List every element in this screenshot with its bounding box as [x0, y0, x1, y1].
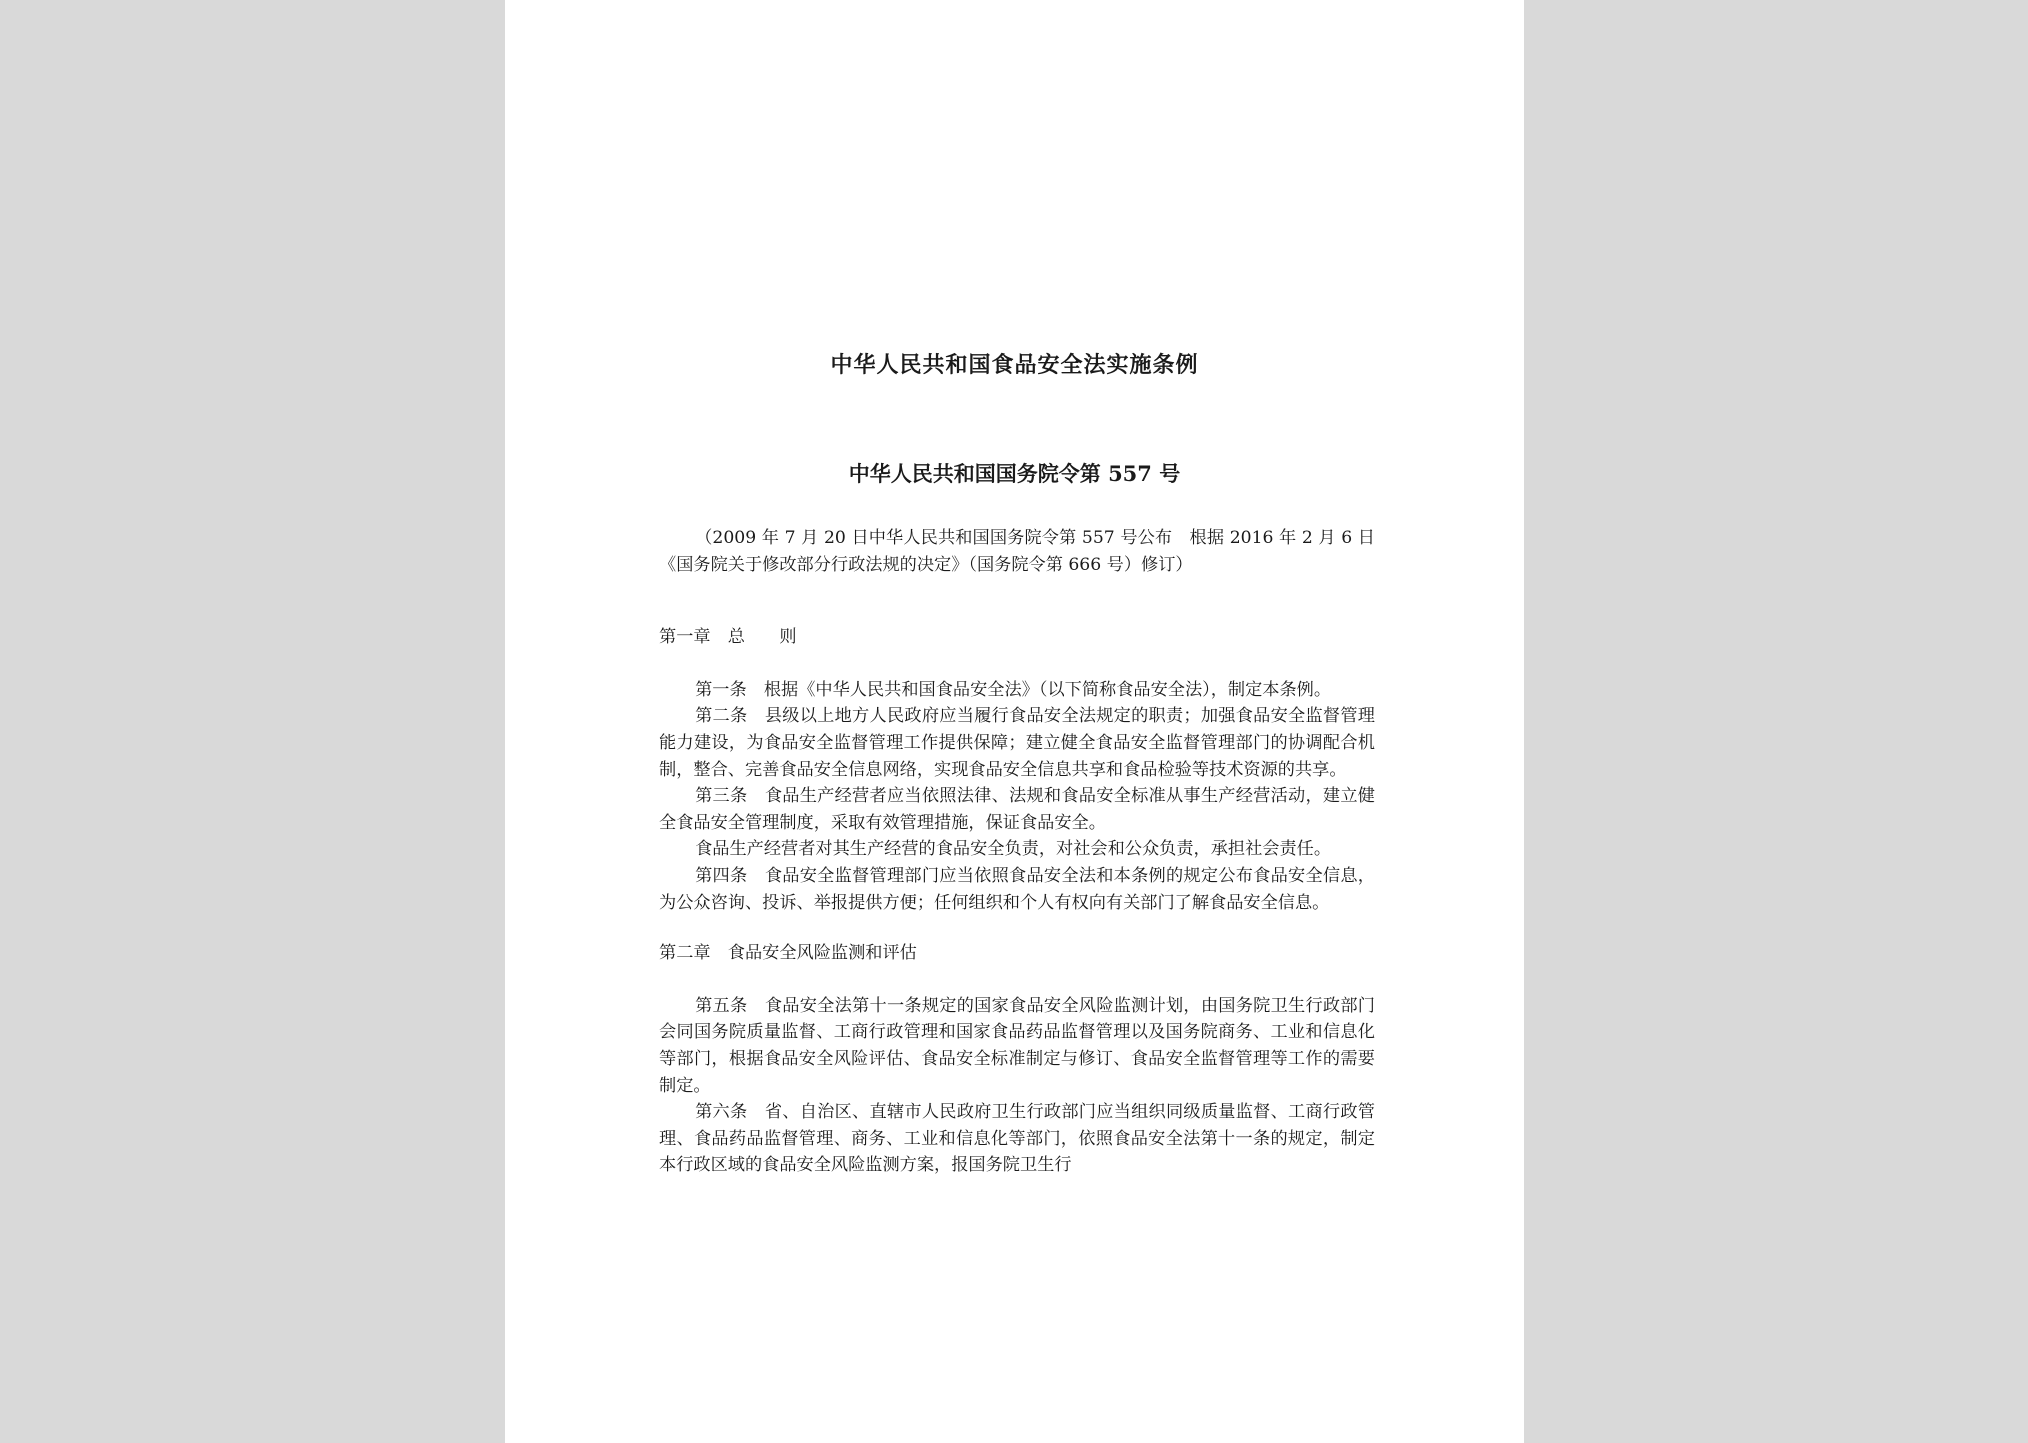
revision-note: （2009 年 7 月 20 日中华人民共和国国务院令第 557 号公布 根据 2016 年 2 月 6 日《国务院关于修改部分行政法规的决定》（国务院令第 666 号）修订） — [659, 528, 1375, 575]
article-paragraph: 第六条 省、自治区、直辖市人民政府卫生行政部门应当组织同级质量监督、工商行政管理、食品药品监督管理、商务、工业和信息化等部门，依照食品安全法第十一条的规定，制定本行政区域的食品安全风险监测方案，报国务院卫生行 — [659, 1102, 1375, 1176]
article-paragraph: 第三条 食品生产经营者应当依照法律、法规和食品安全标准从事生产经营活动，建立健全食品安全管理制度，采取有效管理措施，保证食品安全。 — [659, 786, 1375, 833]
chapter-heading: 第一章 总 则 — [659, 627, 797, 648]
document-title: 中华人民共和国食品安全法实施条例 — [830, 352, 1199, 378]
article-paragraph: 第一条 根据《中华人民共和国食品安全法》（以下简称食品安全法），制定本条例。 — [695, 679, 1332, 700]
chapter-heading: 第二章 食品安全风险监测和评估 — [659, 943, 917, 964]
article-paragraph: 第五条 食品安全法第十一条规定的国家食品安全风险监测计划，由国务院卫生行政部门会同国务院质量监督、工商行政管理和国家食品药品监督管理以及国务院商务、工业和信息化等部门，根据食品安全风险评估、食品安全标准制定与修订、食品安全监督管理等工作的需要制定。 — [659, 995, 1375, 1096]
article-paragraph: 第四条 食品安全监督管理部门应当依照食品安全法和本条例的规定公布食品安全信息，为公众咨询、投诉、举报提供方便；任何组织和个人有权向有关部门了解食品安全信息。 — [659, 865, 1375, 913]
document-page — [505, 0, 1524, 1443]
document-body — [659, 525, 1375, 1179]
article-paragraph: 食品生产经营者对其生产经营的食品安全负责，对社会和公众负责，承担社会责任。 — [695, 839, 1332, 860]
decree-number: 中华人民共和国国务院令第 557 号 — [848, 461, 1181, 486]
article-paragraph: 第二条 县级以上地方人民政府应当履行食品安全法规定的职责；加强食品安全监督管理能力建设，为食品安全监督管理工作提供保障；建立健全食品安全监督管理部门的协调配合机制，整合、完善食品安全信息网络，实现食品安全信息共享和食品检验等技术资源的共享。 — [659, 706, 1375, 780]
